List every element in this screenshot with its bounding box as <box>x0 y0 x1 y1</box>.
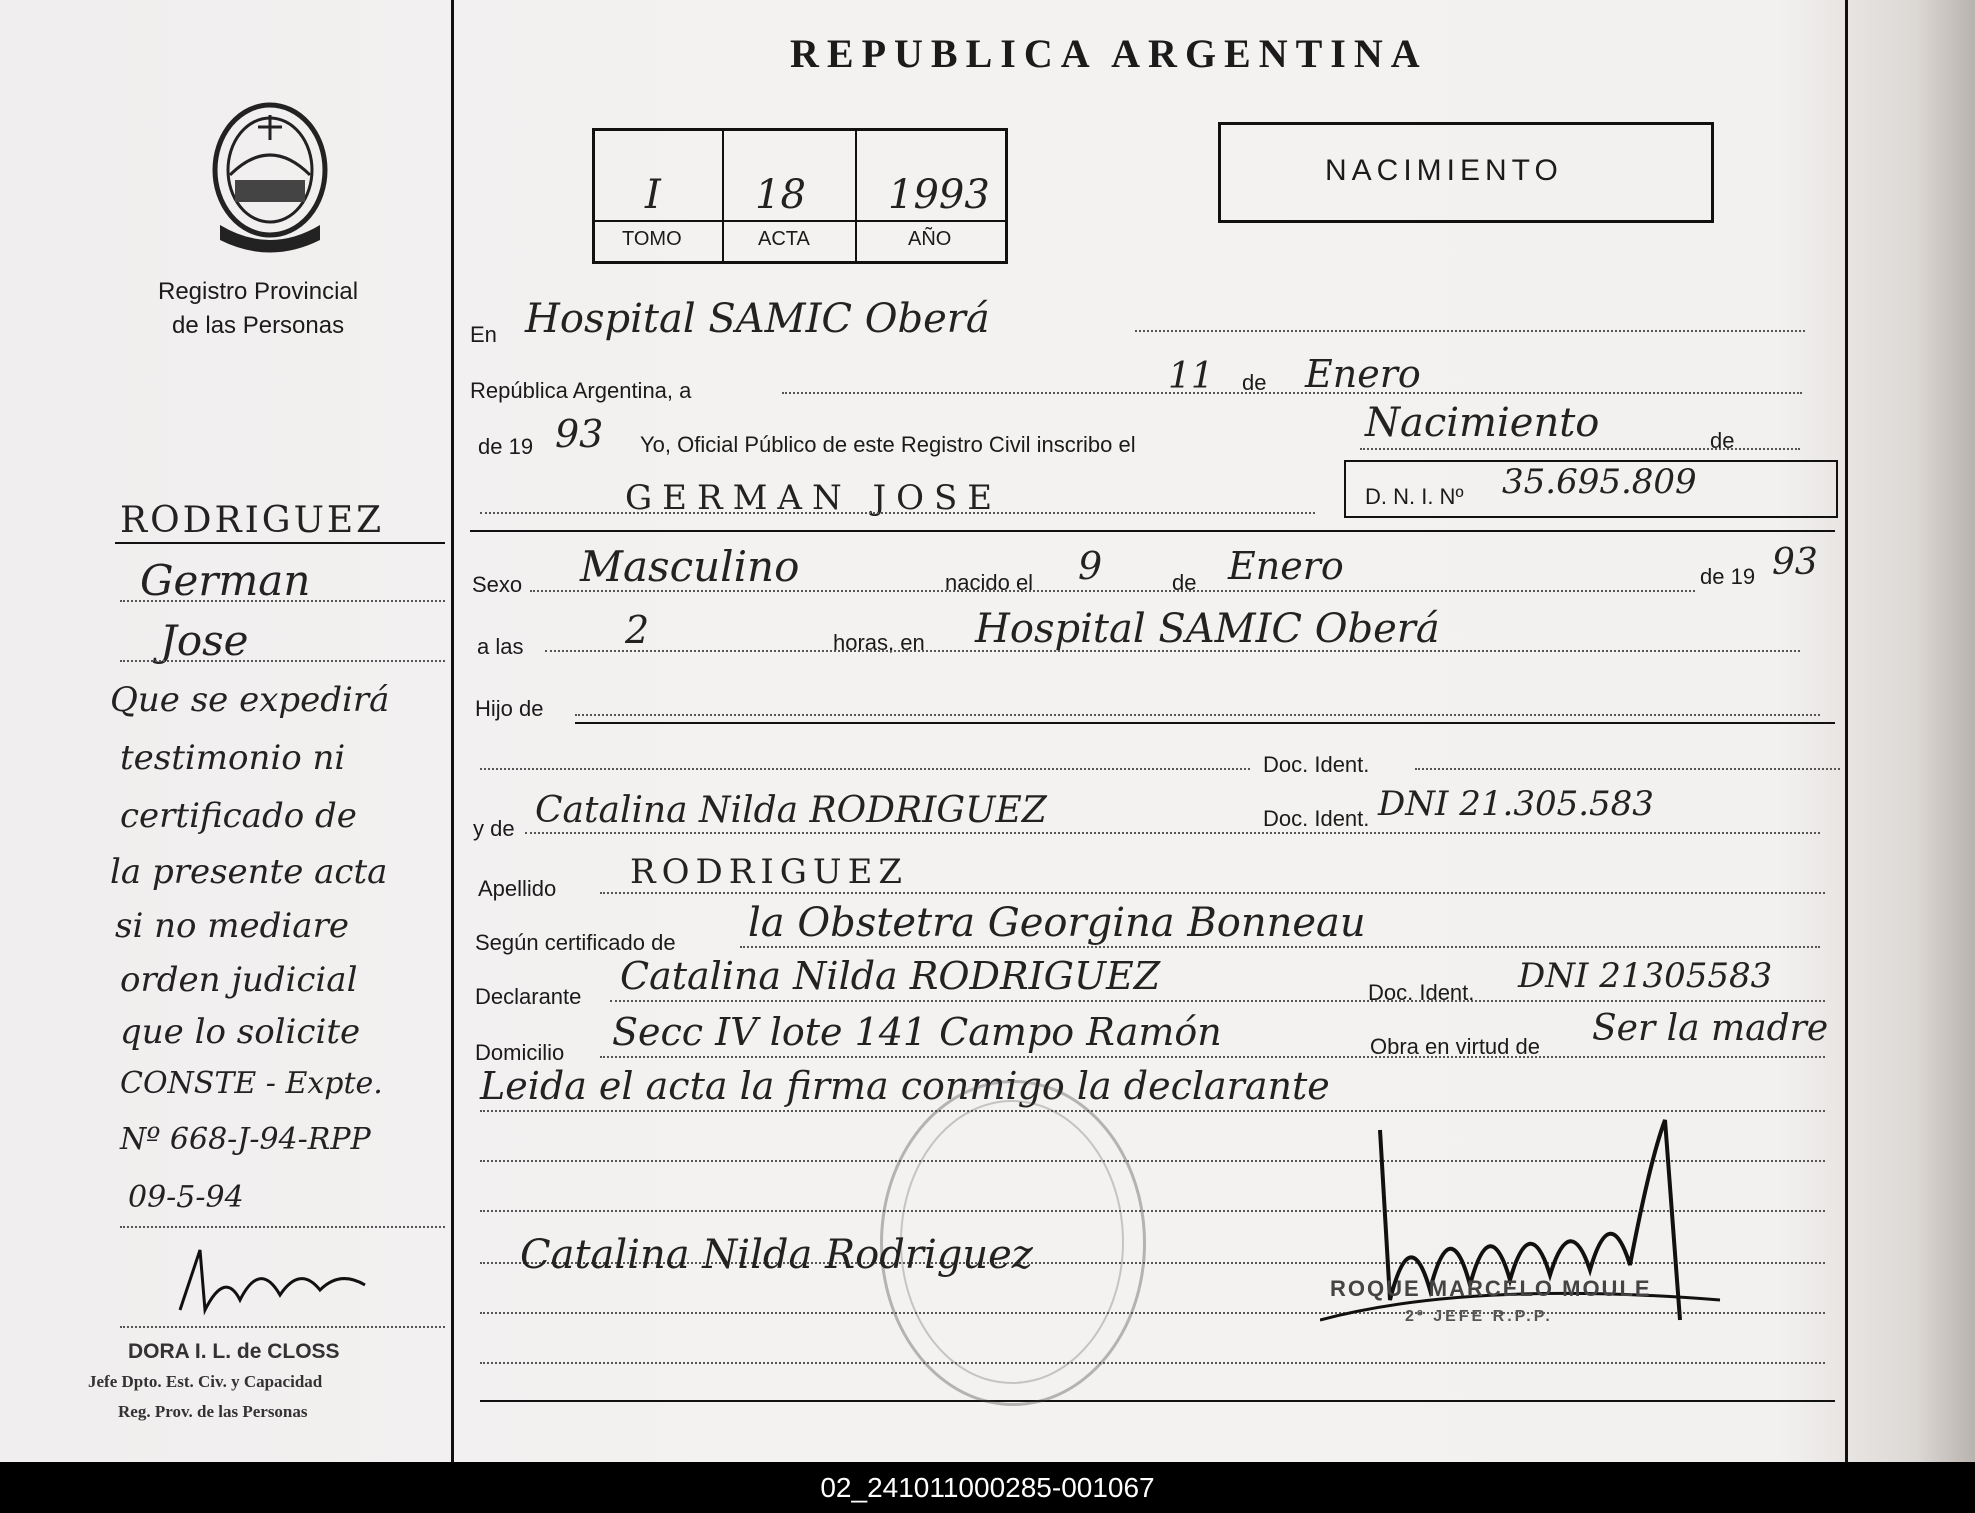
line-doc1 <box>1415 768 1840 770</box>
province-seal-icon <box>200 95 340 255</box>
rule-2 <box>575 722 1835 724</box>
margin-note-6: orden judicial <box>120 960 358 1000</box>
label-dni: D. N. I. Nº <box>1365 484 1464 509</box>
value-lugar: Hospital SAMIC Oberá <box>525 296 990 342</box>
label-de2: de <box>1710 428 1735 453</box>
line-fecha <box>782 392 1802 394</box>
value-acto: Nacimiento <box>1365 400 1600 446</box>
ref-midline <box>595 220 1005 222</box>
label-nacido: nacido el <box>945 570 1034 595</box>
value-nac-dia: 9 <box>1078 544 1103 588</box>
value-leida: Leida el acta la firma conmigo la declarante <box>480 1064 1330 1108</box>
label-en: En <box>470 322 497 347</box>
value-nac-mes: Enero <box>1228 544 1344 588</box>
margin-note-7: que lo solicite <box>120 1012 361 1052</box>
label-yo: Yo, Oficial Público de este Registro Civil inscribo el <box>640 432 1136 457</box>
margin-rule <box>115 542 445 544</box>
margin-line-3 <box>120 1226 445 1228</box>
label-de19: de 19 <box>478 434 534 459</box>
document-type: NACIMIENTO <box>1325 154 1563 187</box>
margin-note-4: la presente acta <box>110 852 388 892</box>
line-en <box>1135 330 1805 332</box>
value-nac-anio: 93 <box>1772 542 1818 583</box>
line-acto <box>1360 448 1800 450</box>
label-y-de: y de <box>473 816 515 841</box>
line-madre <box>525 832 1820 834</box>
country-title: REPUBLICA ARGENTINA <box>790 31 1428 76</box>
official-signature-icon <box>1320 1100 1740 1340</box>
label-segun: Según certificado de <box>475 930 676 955</box>
value-nac-lugar: Hospital SAMIC Oberá <box>975 606 1440 652</box>
line-hijo <box>575 714 1820 716</box>
value-mes: Enero <box>1305 352 1421 396</box>
ref-divider-1 <box>722 131 724 261</box>
line-segun <box>740 946 1820 948</box>
value-anio: 93 <box>555 412 604 456</box>
margin-note-9: Nº 668-J-94-RPP <box>120 1122 371 1157</box>
margin-note-10: 09-5-94 <box>128 1180 244 1215</box>
value-obra: Ser la madre <box>1592 1008 1829 1049</box>
column-divider <box>451 0 454 1462</box>
registrar-office: Reg. Prov. de las Personas <box>118 1402 308 1421</box>
margin-name-1: German <box>140 556 311 605</box>
acta-value: 18 <box>755 172 806 218</box>
official-name: ROQUE MARCELO MOULE <box>1330 1276 1652 1301</box>
registrar-signature-icon <box>170 1240 390 1320</box>
scan-id-footer: 02_241011000285-001067 <box>0 1462 1975 1513</box>
value-certificado: la Obstetra Georgina Bonneau <box>748 900 1366 946</box>
label-domicilio: Domicilio <box>475 1040 565 1065</box>
value-dia: 11 <box>1168 356 1214 397</box>
label-hijo: Hijo de <box>475 696 544 721</box>
tomo-label: TOMO <box>622 228 682 250</box>
label-obra: Obra en virtud de <box>1370 1034 1540 1059</box>
margin-note-1: Que se expedirá <box>110 680 390 720</box>
rule-1 <box>470 530 1835 532</box>
line-declarante <box>610 1000 1825 1002</box>
line-apellido <box>600 892 1825 894</box>
ref-divider-2 <box>855 131 857 261</box>
line-hora <box>545 650 1800 652</box>
anio-value: 1993 <box>888 172 990 218</box>
margin-note-8: CONSTE - Expte. <box>120 1066 383 1101</box>
value-domicilio: Secc IV lote 141 Campo Ramón <box>612 1010 1222 1054</box>
registry-name-1: Registro Provincial <box>158 278 359 305</box>
right-border <box>1845 0 1848 1462</box>
label-horas: horas, en <box>833 630 925 655</box>
value-madre: Catalina Nilda RODRIGUEZ <box>535 790 1047 831</box>
registry-name-2: de las Personas <box>172 312 345 339</box>
line-nombre <box>480 512 1315 514</box>
rule-bottom <box>480 1400 1835 1402</box>
value-declarante: Catalina Nilda RODRIGUEZ <box>620 954 1161 998</box>
official-title: 2º JEFE R.P.P. <box>1405 1308 1553 1325</box>
anio-label: AÑO <box>908 228 952 250</box>
value-hora: 2 <box>625 608 650 652</box>
margin-surname: RODRIGUEZ <box>120 500 385 541</box>
margin-note-3: certificado de <box>120 796 357 836</box>
value-sexo: Masculino <box>580 542 800 591</box>
label-republica: República Argentina, a <box>470 378 692 403</box>
label-apellido: Apellido <box>478 876 557 901</box>
registrar-title: Jefe Dpto. Est. Civ. y Capacidad <box>88 1372 323 1391</box>
label-doc2: Doc. Ident. <box>1263 806 1370 831</box>
margin-line-4 <box>120 1326 445 1328</box>
margin-note-2: testimonio ni <box>120 738 346 778</box>
label-doc3: Doc. Ident. <box>1368 980 1475 1005</box>
label-sexo: Sexo <box>472 572 523 597</box>
margin-note-5: si no mediare <box>115 906 349 946</box>
value-apellido: RODRIGUEZ <box>630 852 909 892</box>
label-de1: de <box>1242 370 1267 395</box>
line-domicilio <box>600 1056 1825 1058</box>
declarant-signature: Catalina Nilda Rodriguez <box>520 1232 1033 1278</box>
margin-name-2: Jose <box>160 616 249 665</box>
registrar-name: DORA I. L. de CLOSS <box>128 1340 340 1363</box>
label-declarante: Declarante <box>475 984 582 1009</box>
acta-label: ACTA <box>758 228 810 250</box>
label-a-las: a las <box>477 634 524 659</box>
line-padre <box>480 768 1250 770</box>
value-madre-doc: DNI 21.305.583 <box>1378 784 1654 824</box>
label-de3: de <box>1172 570 1197 595</box>
label-doc1: Doc. Ident. <box>1263 752 1370 777</box>
line-leida-6 <box>480 1362 1825 1364</box>
value-nombre: GERMAN JOSE <box>625 478 1003 518</box>
line-sexo <box>530 590 1695 592</box>
label-de19b: de 19 <box>1700 564 1756 589</box>
margin-line-2 <box>120 660 445 662</box>
value-dni: 35.695.809 <box>1502 462 1697 502</box>
margin-line-1 <box>120 600 445 602</box>
value-declarante-doc: DNI 21305583 <box>1518 956 1773 996</box>
tomo-value: I <box>645 172 661 218</box>
